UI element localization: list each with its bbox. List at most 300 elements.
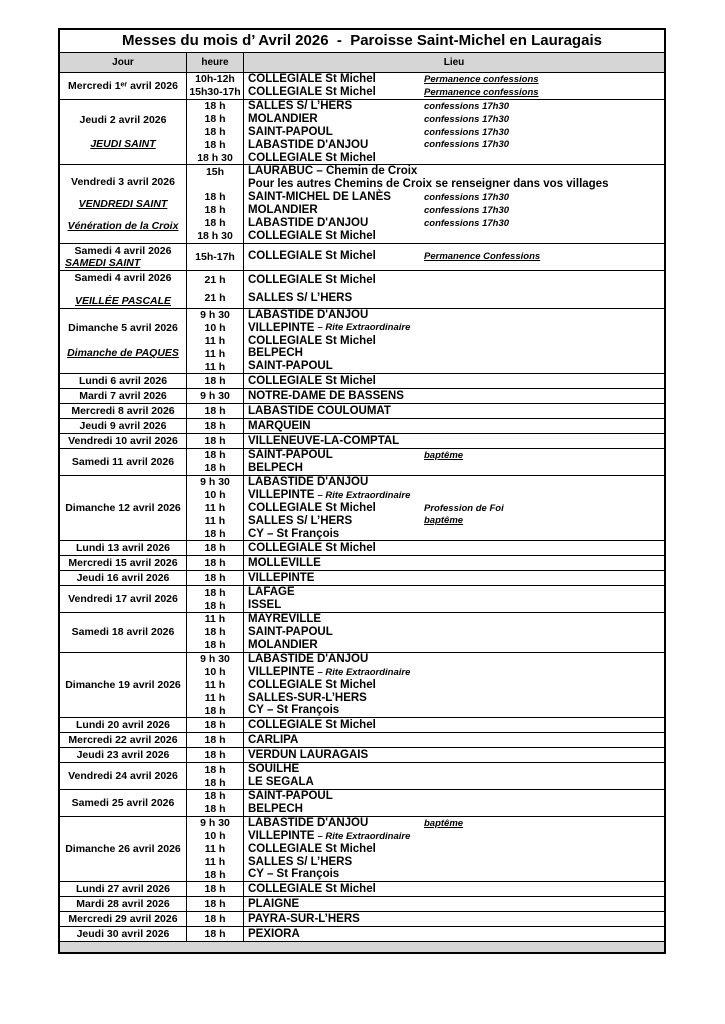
mass-place: COLLEGIALE St Michel xyxy=(248,73,376,86)
mass-time: 11 h xyxy=(187,502,244,515)
mass-time: 18 h xyxy=(187,191,244,204)
mass-place-cell xyxy=(244,244,664,270)
mass-place-cell xyxy=(244,73,664,86)
mass-rows xyxy=(187,374,664,388)
mass-place: ISSEL xyxy=(248,599,282,612)
mass-rows xyxy=(187,434,664,448)
day-cell xyxy=(60,897,187,911)
day-date-label: Dimanche 5 avril 2026 xyxy=(68,322,178,335)
mass-place: CARLIPA xyxy=(248,733,299,746)
mass-time: 9 h 30 xyxy=(187,309,244,322)
mass-place-cell xyxy=(244,389,664,403)
mass-place: CY – St François xyxy=(248,868,340,881)
mass-place: COLLEGIALE St Michel xyxy=(248,718,376,731)
mass-place: PAYRA-SUR-L’HERS xyxy=(248,912,360,925)
mass-time: 18 h 30 xyxy=(187,151,244,164)
day-group xyxy=(60,476,664,541)
day-date-label: Samedi 4 avril 2026 xyxy=(74,244,172,257)
mass-time: 18 h xyxy=(187,404,244,418)
mass-rows xyxy=(187,927,664,941)
mass-row xyxy=(187,639,664,652)
mass-time: 18 h xyxy=(187,927,244,941)
mass-row xyxy=(187,462,664,475)
day-date-label: Mercredi 8 avril 2026 xyxy=(71,405,175,418)
mass-time: 18 h xyxy=(187,556,244,570)
mass-place-cell xyxy=(244,613,664,626)
mass-place: SALLES-SUR-L’HERS xyxy=(248,691,367,704)
day-group xyxy=(60,165,664,243)
mass-time: 10 h xyxy=(187,489,244,502)
mass-time: 18 h xyxy=(187,434,244,448)
mass-time: 18 h xyxy=(187,374,244,388)
day-cell xyxy=(60,927,187,941)
day-cell xyxy=(60,613,187,652)
mass-row xyxy=(187,571,664,585)
mass-place-cell xyxy=(244,704,664,717)
day-cell xyxy=(60,165,187,242)
mass-time: 18 h xyxy=(187,462,244,475)
day-group xyxy=(60,434,664,449)
day-group xyxy=(60,748,664,763)
mass-place-cell xyxy=(244,599,664,612)
day-cell xyxy=(60,653,187,717)
mass-place-cell xyxy=(244,868,664,881)
mass-place-cell xyxy=(244,776,664,789)
mass-place-cell xyxy=(244,449,664,462)
mass-place-cell xyxy=(244,404,664,418)
mass-note: confessions 17h30 xyxy=(424,100,510,112)
mass-note: Permanence confessions xyxy=(424,73,539,85)
day-group xyxy=(60,449,664,476)
mass-place-cell xyxy=(244,803,664,816)
mass-place: COLLEGIALE St Michel xyxy=(248,229,376,242)
day-cell xyxy=(60,309,187,373)
mass-time: 18 h xyxy=(187,639,244,652)
mass-row xyxy=(187,691,664,704)
mass-place: SAINT-MICHEL DE LANÈS xyxy=(248,191,391,204)
day-date-label: Mercredi 29 avril 2026 xyxy=(68,913,178,926)
mass-place: SAINT-PAPOUL xyxy=(248,125,333,138)
mass-place: COLLEGIALE St Michel xyxy=(248,678,376,691)
mass-row xyxy=(187,897,664,911)
mass-place-cell xyxy=(244,204,664,217)
mass-place: PEXIORA xyxy=(248,927,300,940)
mass-place: MOLANDIER xyxy=(248,639,318,652)
mass-place-cell xyxy=(244,571,664,585)
day-date-label: Lundi 6 avril 2026 xyxy=(78,375,168,388)
day-cell xyxy=(60,541,187,555)
column-header-time: heure xyxy=(187,53,244,72)
mass-place-cell xyxy=(244,586,664,599)
mass-time: 18 h xyxy=(187,217,244,230)
day-date-label: Vendredi 24 avril 2026 xyxy=(68,770,178,783)
mass-time: 18 h xyxy=(187,626,244,639)
mass-place: SAINT-PAPOUL xyxy=(248,626,333,639)
day-date-label: Samedi 18 avril 2026 xyxy=(71,626,175,639)
day-date-label: Dimanche 12 avril 2026 xyxy=(65,502,181,515)
mass-note: baptême xyxy=(424,449,464,461)
day-cell xyxy=(60,733,187,747)
column-header-day: Jour xyxy=(60,53,187,72)
mass-place-cell xyxy=(244,843,664,856)
day-cell xyxy=(60,476,187,540)
feast-label: Dimanche de PAQUES xyxy=(67,347,179,360)
mass-note: confessions 17h30 xyxy=(424,139,510,151)
mass-place: COLLEGIALE St Michel xyxy=(248,273,376,286)
mass-row xyxy=(187,882,664,896)
mass-time: 18 h xyxy=(187,803,244,816)
mass-row xyxy=(187,843,664,856)
mass-place-cell xyxy=(244,748,664,762)
day-group xyxy=(60,653,664,718)
mass-time: 18 h xyxy=(187,704,244,717)
mass-note: baptême xyxy=(424,817,464,829)
day-date-label: Jeudi 2 avril 2026 xyxy=(79,113,167,126)
day-cell xyxy=(60,748,187,762)
mass-place-suffix: – Rite Extraordinaire xyxy=(317,489,411,501)
day-date-label: Vendredi 3 avril 2026 xyxy=(71,176,175,189)
mass-place: VERDUN LAURAGAIS xyxy=(248,748,369,761)
mass-place: LABASTIDE D'ANJOU xyxy=(248,308,369,321)
mass-time: 11 h xyxy=(187,360,244,373)
mass-time: 15h-17h xyxy=(187,244,244,270)
mass-time: 11 h xyxy=(187,613,244,626)
feast-label: JEUDI SAINT xyxy=(90,138,156,151)
mass-row xyxy=(187,404,664,418)
mass-row xyxy=(187,73,664,86)
mass-place-cell xyxy=(244,178,664,191)
mass-place: NOTRE-DAME DE BASSENS xyxy=(248,389,404,402)
mass-row xyxy=(187,178,664,191)
mass-time: 11 h xyxy=(187,347,244,360)
mass-row xyxy=(187,360,664,373)
mass-place-cell xyxy=(244,830,664,843)
day-cell xyxy=(60,556,187,570)
day-cell xyxy=(60,374,187,388)
day-date-label: Lundi 20 avril 2026 xyxy=(76,719,170,732)
mass-time: 21 h xyxy=(187,271,244,290)
day-date-label: Vendredi 17 avril 2026 xyxy=(68,593,178,606)
day-group xyxy=(60,541,664,556)
mass-place: MAYREVILLE xyxy=(248,613,322,626)
day-date-label: Dimanche 19 avril 2026 xyxy=(65,678,181,691)
mass-place: SAINT-PAPOUL xyxy=(248,360,333,373)
day-date-label: Jeudi 23 avril 2026 xyxy=(76,749,170,762)
mass-row xyxy=(187,309,664,322)
mass-note: Permanence confessions xyxy=(424,86,539,98)
day-group xyxy=(60,586,664,613)
mass-place-cell xyxy=(244,165,664,178)
mass-time: 18 h xyxy=(187,748,244,762)
mass-place-cell xyxy=(244,374,664,388)
mass-time: 18 h xyxy=(187,733,244,747)
mass-row xyxy=(187,912,664,926)
mass-time: 9 h 30 xyxy=(187,653,244,666)
feast-label: VENDREDI SAINT xyxy=(78,197,168,210)
mass-row xyxy=(187,527,664,540)
mass-place-cell xyxy=(244,855,664,868)
mass-rows xyxy=(187,748,664,762)
mass-place-cell xyxy=(244,679,664,692)
day-date-label: Jeudi 30 avril 2026 xyxy=(76,928,170,941)
mass-place: LABASTIDE D'ANJOU xyxy=(248,652,369,665)
mass-time: 11 h xyxy=(187,514,244,527)
mass-place-cell xyxy=(244,191,664,204)
mass-note: confessions 17h30 xyxy=(424,126,510,138)
day-group xyxy=(60,244,664,271)
mass-rows xyxy=(187,476,664,540)
mass-place-cell xyxy=(244,113,664,126)
mass-row xyxy=(187,126,664,139)
mass-rows xyxy=(187,271,664,308)
day-group xyxy=(60,374,664,389)
day-cell xyxy=(60,404,187,418)
mass-time: 18 h xyxy=(187,527,244,540)
day-cell xyxy=(60,244,187,270)
mass-row xyxy=(187,613,664,626)
day-date-label: Dimanche 26 avril 2026 xyxy=(65,842,181,855)
mass-rows xyxy=(187,897,664,911)
day-cell xyxy=(60,586,187,612)
mass-place-cell xyxy=(244,126,664,139)
mass-row xyxy=(187,434,664,448)
mass-time: 18 h xyxy=(187,763,244,776)
mass-place-cell xyxy=(244,653,664,666)
mass-time: 18 h 30 xyxy=(187,230,244,243)
mass-place-cell xyxy=(244,462,664,475)
mass-place-cell xyxy=(244,514,664,527)
mass-time: 18 h xyxy=(187,126,244,139)
mass-time: 9 h 30 xyxy=(187,476,244,489)
mass-place-cell xyxy=(244,309,664,322)
mass-place: LAFAGE xyxy=(248,586,295,599)
mass-note: baptême xyxy=(424,515,464,527)
mass-row xyxy=(187,776,664,789)
mass-time: 15h30-17h xyxy=(187,86,244,99)
mass-place: LE SEGALA xyxy=(248,776,314,789)
mass-place-cell xyxy=(244,334,664,347)
mass-row xyxy=(187,790,664,803)
mass-row xyxy=(187,748,664,762)
mass-rows xyxy=(187,165,664,242)
mass-rows xyxy=(187,404,664,418)
mass-rows xyxy=(187,73,664,99)
mass-time: 11 h xyxy=(187,679,244,692)
mass-row xyxy=(187,138,664,151)
mass-place: VILLEPINTE xyxy=(248,321,315,334)
day-cell xyxy=(60,100,187,164)
mass-row xyxy=(187,763,664,776)
day-cell xyxy=(60,718,187,732)
mass-place-cell xyxy=(244,541,664,555)
mass-place: PLAIGNE xyxy=(248,897,300,910)
mass-place-cell xyxy=(244,476,664,489)
mass-row xyxy=(187,86,664,99)
day-date-label: Samedi 11 avril 2026 xyxy=(71,455,175,468)
feast-label: VEILLÉE PASCALE xyxy=(74,294,172,307)
day-group xyxy=(60,790,664,817)
mass-row xyxy=(187,927,664,941)
mass-time: 10 h xyxy=(187,321,244,334)
table-footer-bar xyxy=(60,942,664,952)
mass-note: Permanence Confessions xyxy=(424,251,541,263)
day-group xyxy=(60,718,664,733)
mass-time: 18 h xyxy=(187,776,244,789)
day-group xyxy=(60,271,664,309)
mass-place-cell xyxy=(244,347,664,360)
mass-place: VILLEPINTE xyxy=(248,572,315,585)
mass-rows xyxy=(187,653,664,717)
mass-time: 18 h xyxy=(187,419,244,433)
day-group xyxy=(60,912,664,927)
mass-time: 11 h xyxy=(187,334,244,347)
mass-row xyxy=(187,449,664,462)
mass-place-cell xyxy=(244,691,664,704)
mass-row xyxy=(187,599,664,612)
mass-place: COLLEGIALE St Michel xyxy=(248,542,376,555)
mass-place-cell xyxy=(244,360,664,373)
mass-time: 9 h 30 xyxy=(187,389,244,403)
day-cell xyxy=(60,434,187,448)
day-cell xyxy=(60,271,187,308)
mass-row xyxy=(187,586,664,599)
mass-place: MOLLEVILLE xyxy=(248,557,321,570)
mass-place-cell xyxy=(244,151,664,164)
day-cell xyxy=(60,882,187,896)
day-date-label: Mercredi 1ᵉʳ avril 2026 xyxy=(68,79,178,92)
mass-place-cell xyxy=(244,100,664,113)
mass-time: 18 h xyxy=(187,599,244,612)
mass-time: 11 h xyxy=(187,855,244,868)
mass-time: 18 h xyxy=(187,790,244,803)
mass-place-cell xyxy=(244,639,664,652)
mass-time: 10 h xyxy=(187,830,244,843)
mass-place: BELPECH xyxy=(248,462,303,475)
mass-rows xyxy=(187,912,664,926)
mass-row xyxy=(187,289,664,308)
mass-rows xyxy=(187,419,664,433)
mass-place: COLLEGIALE St Michel xyxy=(248,501,376,514)
mass-time: 15h xyxy=(187,165,244,178)
mass-place-cell xyxy=(244,817,664,830)
mass-note: confessions 17h30 xyxy=(424,113,510,125)
mass-time: 18 h xyxy=(187,449,244,462)
mass-row xyxy=(187,556,664,570)
mass-place-cell xyxy=(244,289,664,308)
mass-place-cell xyxy=(244,897,664,911)
mass-row xyxy=(187,718,664,732)
mass-rows xyxy=(187,556,664,570)
mass-rows xyxy=(187,244,664,270)
mass-place: COLLEGIALE St Michel xyxy=(248,86,376,99)
mass-row xyxy=(187,626,664,639)
mass-place-cell xyxy=(244,666,664,679)
mass-place: COLLEGIALE St Michel xyxy=(248,151,376,164)
mass-rows xyxy=(187,613,664,652)
mass-place: LAURABUC – Chemin de Croix xyxy=(248,165,418,178)
mass-time: 9 h 30 xyxy=(187,817,244,830)
mass-place-cell xyxy=(244,271,664,290)
mass-row xyxy=(187,271,664,290)
mass-place: VILLENEUVE-LA-COMPTAL xyxy=(248,434,400,447)
mass-place: MOLANDIER xyxy=(248,204,318,217)
mass-place-cell xyxy=(244,502,664,515)
day-group xyxy=(60,404,664,419)
day-date-label: Vendredi 10 avril 2026 xyxy=(68,435,178,448)
mass-time: 11 h xyxy=(187,691,244,704)
day-cell xyxy=(60,912,187,926)
mass-row xyxy=(187,419,664,433)
mass-time: 18 h xyxy=(187,100,244,113)
mass-row xyxy=(187,244,664,270)
mass-rows xyxy=(187,882,664,896)
mass-place-cell xyxy=(244,927,664,941)
mass-time: 18 h xyxy=(187,882,244,896)
day-group xyxy=(60,556,664,571)
mass-place: COLLEGIALE St Michel xyxy=(248,250,376,263)
mass-place: CY – St François xyxy=(248,704,340,717)
mass-row xyxy=(187,733,664,747)
mass-time: 18 h xyxy=(187,138,244,151)
mass-place-cell xyxy=(244,718,664,732)
day-date-label: Mercredi 22 avril 2026 xyxy=(68,734,178,747)
mass-time: 18 h xyxy=(187,912,244,926)
mass-time: 18 h xyxy=(187,204,244,217)
day-date-label: Samedi 4 avril 2026 xyxy=(74,271,172,284)
mass-schedule-table xyxy=(58,28,666,954)
mass-row xyxy=(187,191,664,204)
mass-place: COLLEGIALE St Michel xyxy=(248,842,376,855)
mass-time: 10 h xyxy=(187,666,244,679)
day-group xyxy=(60,73,664,100)
day-group xyxy=(60,419,664,434)
day-cell xyxy=(60,763,187,789)
mass-row xyxy=(187,165,664,178)
mass-place: LABASTIDE D'ANJOU xyxy=(248,476,369,488)
day-group xyxy=(60,763,664,790)
mass-place-cell xyxy=(244,489,664,502)
mass-row xyxy=(187,151,664,164)
day-cell xyxy=(60,571,187,585)
mass-row xyxy=(187,100,664,113)
mass-rows xyxy=(187,790,664,816)
mass-time: 18 h xyxy=(187,113,244,126)
mass-place: MOLANDIER xyxy=(248,112,318,125)
day-cell xyxy=(60,817,187,881)
mass-row xyxy=(187,321,664,334)
mass-place: MARQUEIN xyxy=(248,419,311,432)
mass-rows xyxy=(187,718,664,732)
mass-place: LABASTIDE D'ANJOU xyxy=(248,216,369,229)
mass-place-cell xyxy=(244,434,664,448)
mass-note: confessions 17h30 xyxy=(424,217,510,229)
feast-label: Vénération de la Croix xyxy=(67,219,179,232)
mass-place: SALLES S/ L’HERS xyxy=(248,855,353,868)
mass-time: 10h-12h xyxy=(187,73,244,86)
mass-place-cell xyxy=(244,86,664,99)
mass-place: CY – St François xyxy=(248,527,340,540)
mass-rows xyxy=(187,817,664,881)
mass-place-cell xyxy=(244,321,664,334)
mass-place-cell xyxy=(244,138,664,151)
mass-place-cell xyxy=(244,912,664,926)
day-cell xyxy=(60,790,187,816)
day-cell xyxy=(60,419,187,433)
mass-place: VILLEPINTE xyxy=(248,665,315,678)
mass-place-cell xyxy=(244,790,664,803)
mass-row xyxy=(187,868,664,881)
mass-place: BELPECH xyxy=(248,803,303,816)
